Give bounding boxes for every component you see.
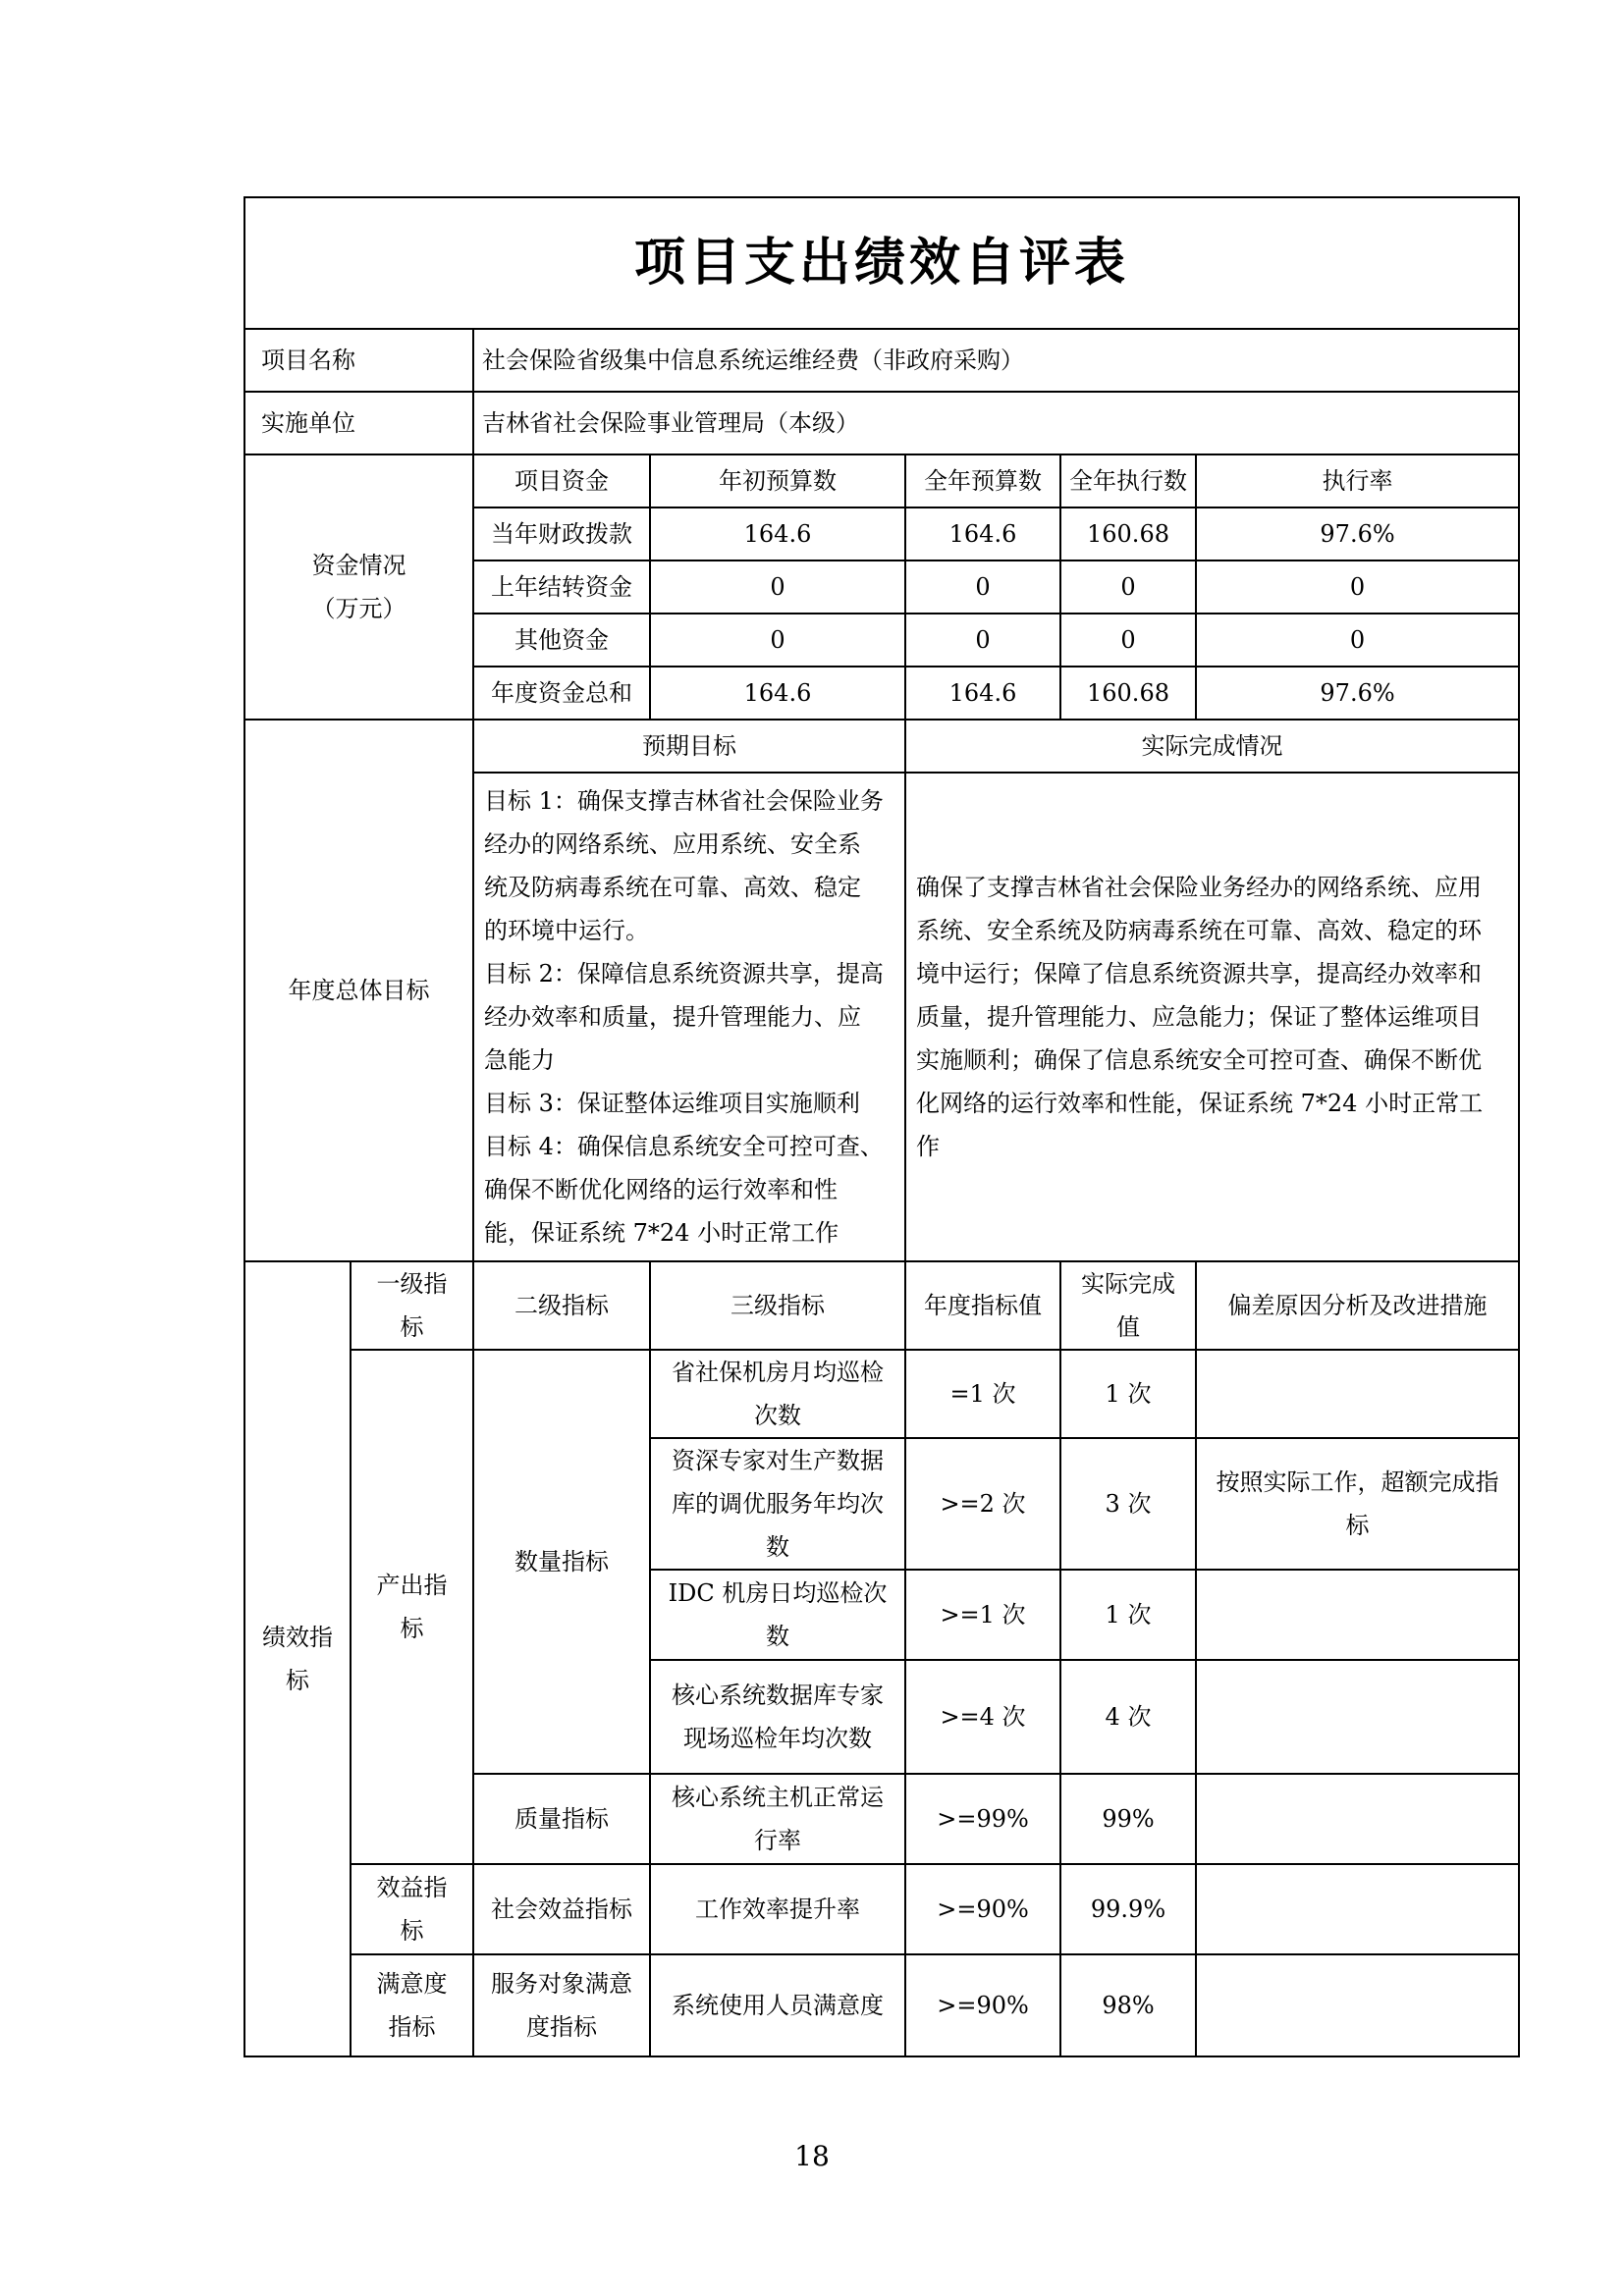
name-line: IDC 机房日均巡检次 xyxy=(668,1579,888,1607)
funds-cell: 当年财政拨款 xyxy=(473,507,650,561)
funds-cell: 0 xyxy=(905,614,1060,667)
target-value: >=2 次 xyxy=(905,1438,1060,1570)
performance-self-evaluation-table xyxy=(244,196,1520,2057)
level3-header: 三级指标 xyxy=(650,1261,905,1350)
label-line: 标 xyxy=(400,1615,424,1642)
benefit-indicator-label xyxy=(351,1864,473,1954)
level2-name: 社会效益指标 xyxy=(473,1864,650,1954)
name-line: 次数 xyxy=(754,1402,801,1429)
target-value: >=1 次 xyxy=(905,1570,1060,1660)
actual-value: 4 次 xyxy=(1060,1660,1196,1774)
result-line: 化网络的运行效率和性能，保证系统 7*24 小时正常工 xyxy=(916,1090,1484,1117)
expected-goal-text xyxy=(473,773,905,1261)
analysis-header: 偏差原因分析及改进措施 xyxy=(1196,1261,1519,1350)
result-line: 境中运行；保障了信息系统资源共享，提高经办效率和 xyxy=(916,960,1482,988)
table-title: 项目支出绩效自评表 xyxy=(244,197,1519,329)
result-line: 实施顺利；确保了信息系统安全可控可查、确保不断优 xyxy=(916,1046,1482,1074)
note-line: 按照实际工作，超额完成指 xyxy=(1216,1468,1499,1496)
funds-header-cell: 项目资金 xyxy=(473,454,650,507)
header-line: 值 xyxy=(1116,1313,1140,1341)
name-line: 库的调优服务年均次 xyxy=(672,1490,884,1518)
note-line: 标 xyxy=(1345,1512,1370,1539)
name-line: 数 xyxy=(766,1623,789,1650)
result-line: 作 xyxy=(916,1133,940,1160)
funds-header-cell: 年初预算数 xyxy=(650,454,905,507)
name-line: 现场巡检年均次数 xyxy=(683,1725,872,1752)
quality-indicator-label: 质量指标 xyxy=(473,1774,650,1864)
result-line: 质量，提升管理能力、应急能力；保证了整体运维项目 xyxy=(916,1003,1482,1031)
actual-result-header: 实际完成情况 xyxy=(905,720,1519,773)
expected-goal-header: 预期目标 xyxy=(473,720,905,773)
satisfaction-indicator-label xyxy=(351,1954,473,2056)
actual-value: 99.9% xyxy=(1060,1864,1196,1954)
level1-header xyxy=(351,1261,473,1350)
target-value: =1 次 xyxy=(905,1350,1060,1438)
funds-cell: 164.6 xyxy=(905,507,1060,561)
analysis-note xyxy=(1196,1774,1519,1864)
goal-line: 的环境中运行。 xyxy=(484,917,649,944)
funds-cell: 0 xyxy=(1196,561,1519,614)
indicator-row xyxy=(244,1864,1519,1954)
funds-cell: 上年结转资金 xyxy=(473,561,650,614)
name-line: 核心系统主机正常运 xyxy=(672,1784,884,1811)
name-line: 资深专家对生产数据 xyxy=(672,1447,884,1474)
analysis-note xyxy=(1196,1438,1519,1570)
indicator-row xyxy=(244,1350,1519,1438)
analysis-note xyxy=(1196,1570,1519,1660)
label-line: 效益指 xyxy=(376,1874,448,1901)
goal-line: 目标 3：保证整体运维项目实施顺利 xyxy=(484,1090,860,1117)
name-line: 行率 xyxy=(754,1827,801,1854)
target-value: >=99% xyxy=(905,1774,1060,1864)
level3-name xyxy=(650,1570,905,1660)
unit-label: 实施单位 xyxy=(244,392,473,454)
target-value: >=90% xyxy=(905,1864,1060,1954)
funds-cell: 其他资金 xyxy=(473,614,650,667)
level3-name xyxy=(650,1774,905,1864)
level3-name xyxy=(650,1660,905,1774)
page-number: 18 xyxy=(794,2140,830,2172)
goal-line: 确保不断优化网络的运行效率和性 xyxy=(484,1176,838,1203)
name-line: 数 xyxy=(766,1533,789,1561)
goal-line: 目标 2：保障信息系统资源共享，提高 xyxy=(484,960,884,988)
name-line: 核心系统数据库专家 xyxy=(672,1682,884,1709)
funds-cell: 164.6 xyxy=(650,507,905,561)
actual-value: 98% xyxy=(1060,1954,1196,2056)
name-line: 省社保机房月均巡检 xyxy=(672,1359,884,1386)
funds-header-cell: 全年执行数 xyxy=(1060,454,1196,507)
goal-line: 目标 1：确保支撑吉林省社会保险业务 xyxy=(484,787,884,815)
label-line: 度指标 xyxy=(526,2013,597,2041)
label-line: 标 xyxy=(400,1917,424,1945)
funds-cell: 0 xyxy=(650,614,905,667)
label-line: 指标 xyxy=(388,2013,436,2041)
analysis-note xyxy=(1196,1660,1519,1774)
funds-cell: 0 xyxy=(905,561,1060,614)
indicators-label-line: 绩效指 xyxy=(262,1624,333,1651)
header-line: 一级指 xyxy=(376,1270,448,1298)
funds-header-cell: 执行率 xyxy=(1196,454,1519,507)
label-line: 产出指 xyxy=(376,1572,448,1599)
actual-result-text xyxy=(905,773,1519,1261)
funds-cell: 97.6% xyxy=(1196,507,1519,561)
indicators-label xyxy=(244,1261,351,2056)
level3-name xyxy=(650,1438,905,1570)
funds-cell: 0 xyxy=(1196,614,1519,667)
header-line: 实际完成 xyxy=(1081,1270,1175,1298)
output-indicator-label xyxy=(351,1350,473,1864)
goal-line: 经办效率和质量，提升管理能力、应 xyxy=(484,1003,861,1031)
target-value: >=90% xyxy=(905,1954,1060,2056)
goals-label: 年度总体目标 xyxy=(244,720,473,1261)
funds-cell: 97.6% xyxy=(1196,667,1519,720)
actual-value: 1 次 xyxy=(1060,1570,1196,1660)
funds-cell: 年度资金总和 xyxy=(473,667,650,720)
result-line: 系统、安全系统及防病毒系统在可靠、高效、稳定的环 xyxy=(916,917,1482,944)
label-line: 满意度 xyxy=(376,1970,448,1998)
funds-header-cell: 全年预算数 xyxy=(905,454,1060,507)
goal-line: 能，保证系统 7*24 小时正常工作 xyxy=(484,1219,839,1247)
label-line: 服务对象满意 xyxy=(491,1970,632,1998)
funds-unit-text: （万元） xyxy=(311,595,406,622)
indicators-label-line: 标 xyxy=(286,1667,309,1694)
actual-value: 99% xyxy=(1060,1774,1196,1864)
funds-cell: 0 xyxy=(1060,614,1196,667)
level3-name xyxy=(650,1350,905,1438)
quantity-indicator-label: 数量指标 xyxy=(473,1350,650,1774)
analysis-note xyxy=(1196,1954,1519,2056)
funds-cell: 0 xyxy=(650,561,905,614)
funds-cell: 164.6 xyxy=(905,667,1060,720)
level2-name xyxy=(473,1954,650,2056)
project-name-value: 社会保险省级集中信息系统运维经费（非政府采购） xyxy=(473,329,1519,392)
target-header: 年度指标值 xyxy=(905,1261,1060,1350)
funds-label xyxy=(244,454,473,720)
funds-label-text: 资金情况 xyxy=(311,552,406,579)
target-value: >=4 次 xyxy=(905,1660,1060,1774)
goal-line: 急能力 xyxy=(484,1046,555,1074)
project-name-label: 项目名称 xyxy=(244,329,473,392)
header-line: 标 xyxy=(400,1313,424,1341)
actual-header xyxy=(1060,1261,1196,1350)
analysis-note xyxy=(1196,1864,1519,1954)
funds-cell: 160.68 xyxy=(1060,667,1196,720)
level3-name: 工作效率提升率 xyxy=(650,1864,905,1954)
actual-value: 3 次 xyxy=(1060,1438,1196,1570)
level2-header: 二级指标 xyxy=(473,1261,650,1350)
goal-line: 统及防病毒系统在可靠、高效、稳定 xyxy=(484,874,861,901)
result-line: 确保了支撑吉林省社会保险业务经办的网络系统、应用 xyxy=(916,874,1482,901)
actual-value: 1 次 xyxy=(1060,1350,1196,1438)
funds-cell: 164.6 xyxy=(650,667,905,720)
goal-line: 目标 4：确保信息系统安全可控可查、 xyxy=(484,1133,884,1160)
analysis-note xyxy=(1196,1350,1519,1438)
goal-line: 经办的网络系统、应用系统、安全系 xyxy=(484,830,861,858)
funds-cell: 160.68 xyxy=(1060,507,1196,561)
funds-cell: 0 xyxy=(1060,561,1196,614)
level3-name: 系统使用人员满意度 xyxy=(650,1954,905,2056)
indicator-row xyxy=(244,1954,1519,2056)
unit-value: 吉林省社会保险事业管理局（本级） xyxy=(473,392,1519,454)
